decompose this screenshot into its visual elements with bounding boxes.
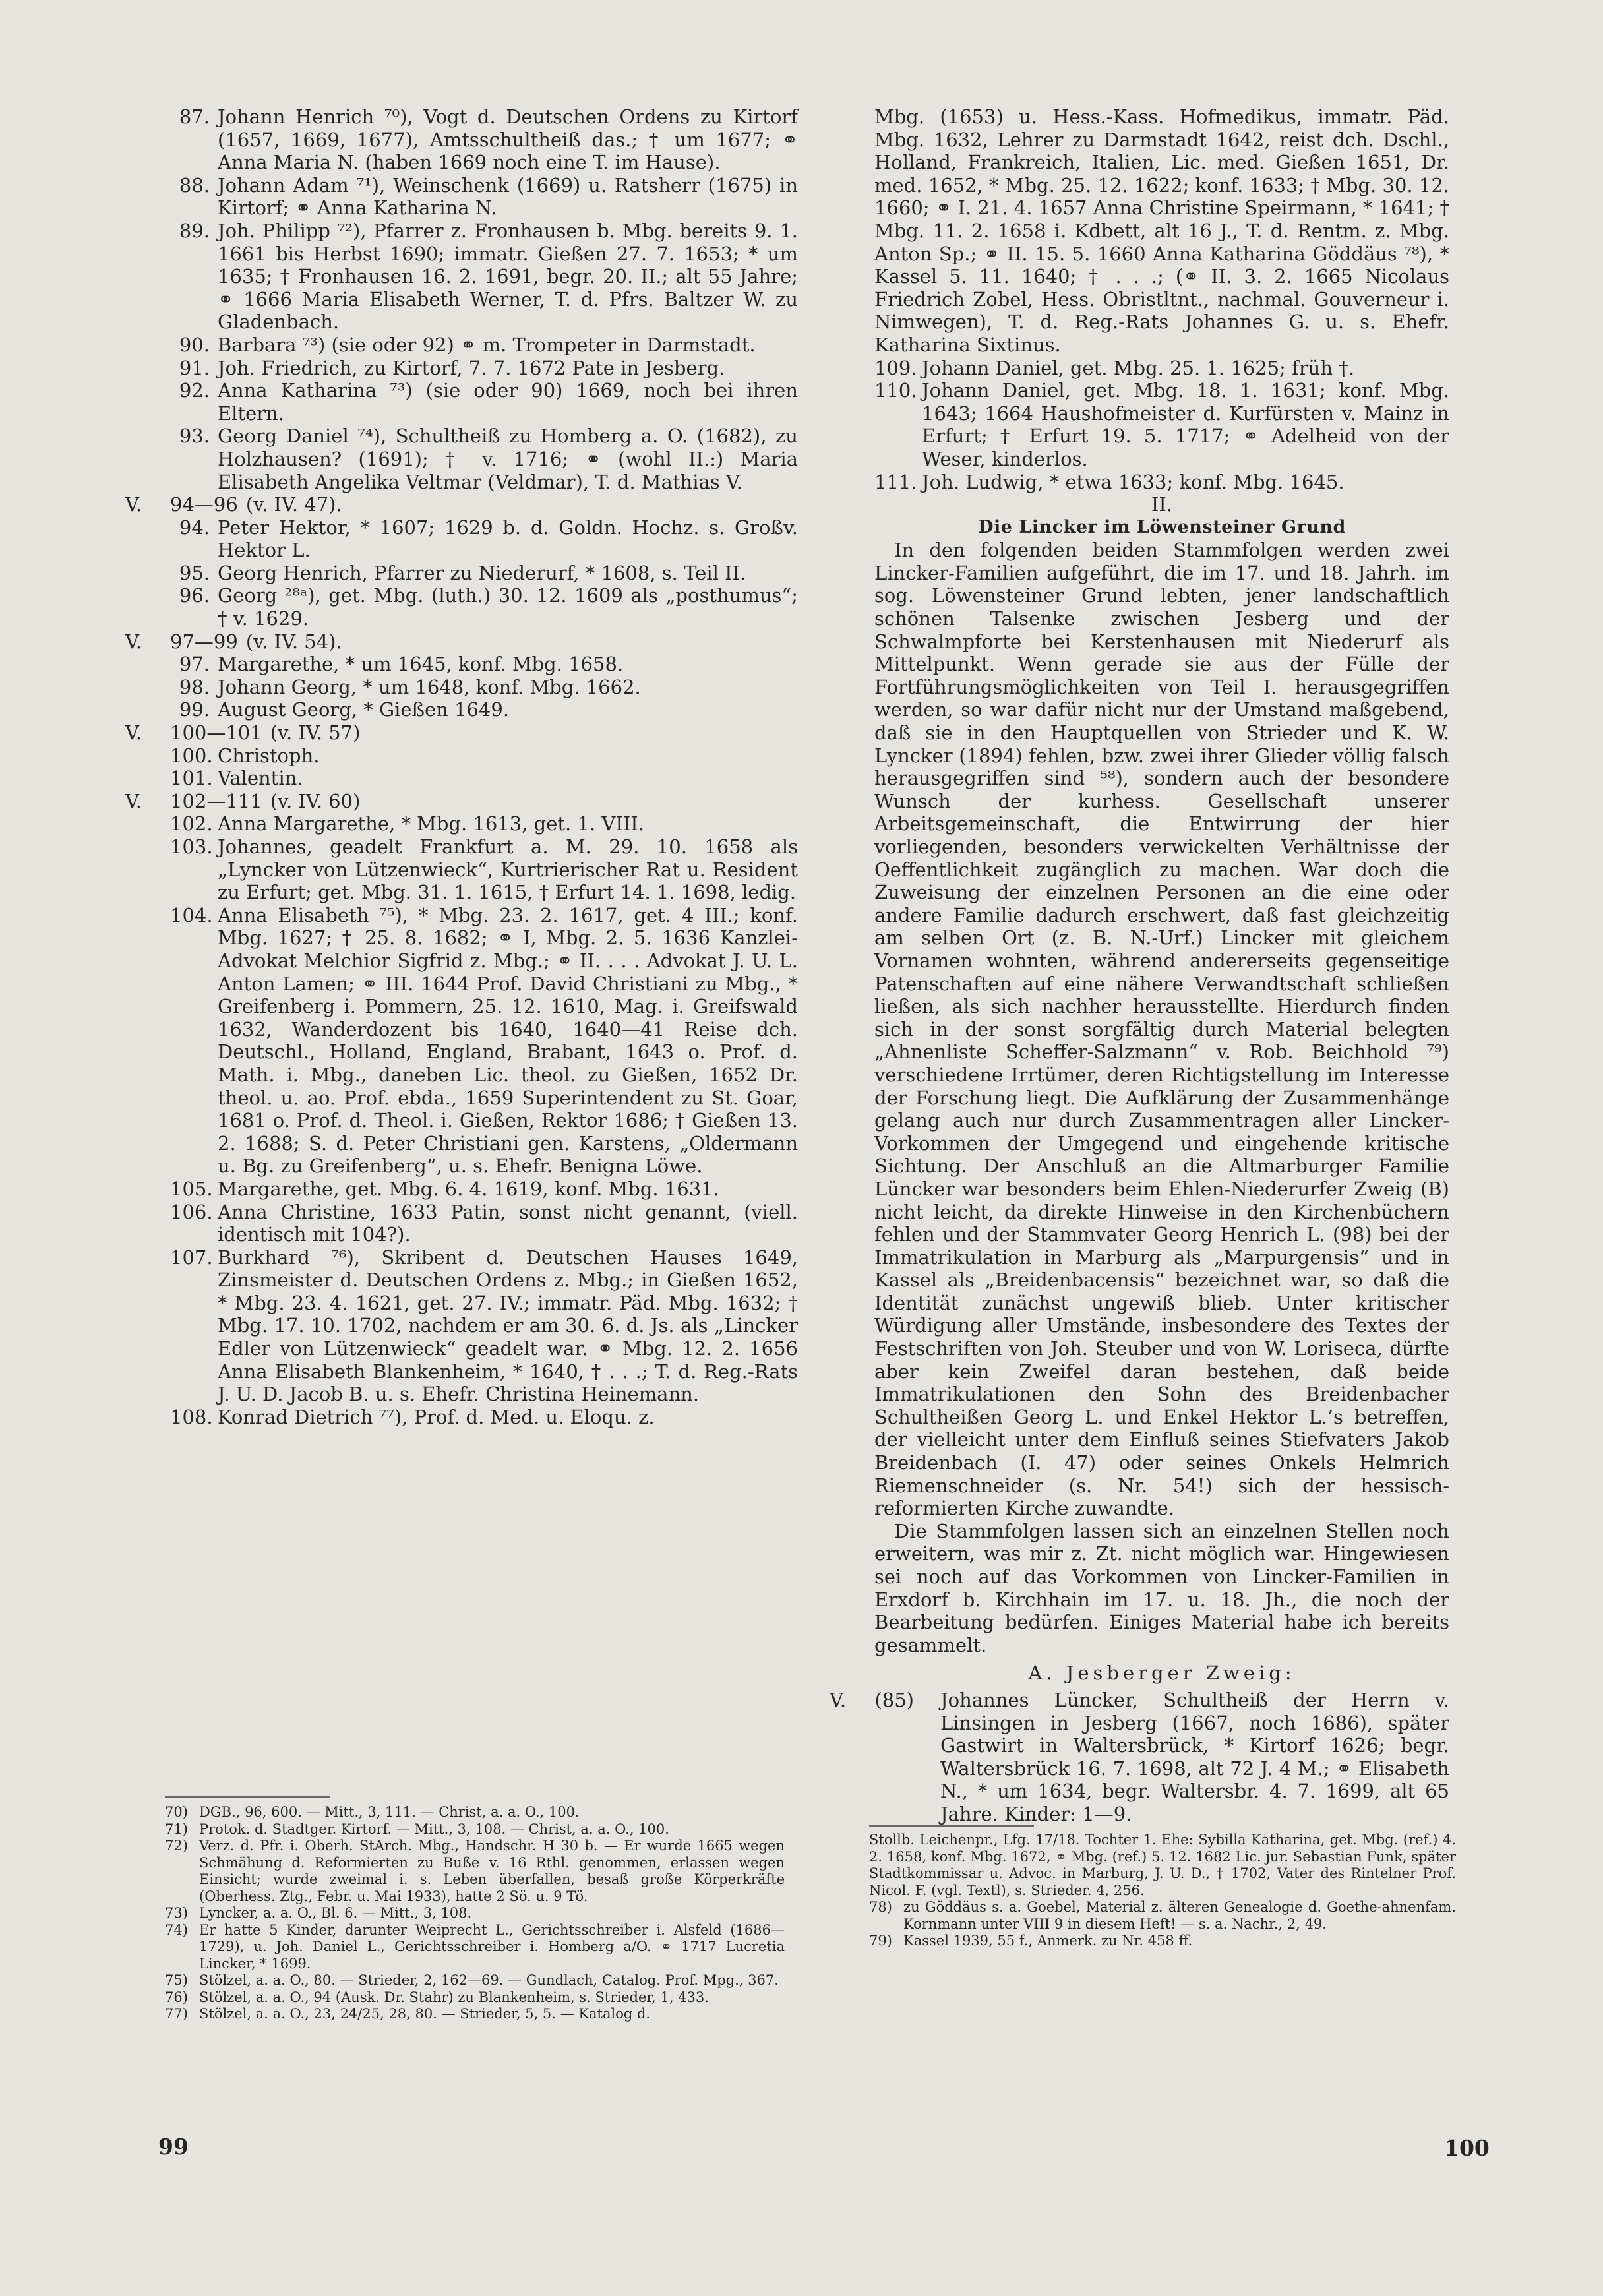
entry-text: (v. IV. 47). (245, 493, 342, 516)
entry-number: 101. (170, 767, 213, 790)
entry-text: Johann Adam ⁷¹), Weinschenk (1669) u. Ratsherr (1675) in Kirtorf; ⚭ Anna Katharina N. (218, 173, 798, 220)
genealogy-entry (170, 1406, 798, 1429)
genealogy-entry (125, 789, 798, 813)
entry-number: 89. (179, 219, 210, 242)
entry-text: Georg Henrich, Pfarrer zu Niederurf, * 1608, s. Teil II. (218, 561, 746, 584)
body-paragraph: Die Stammfolgen lassen sich an einzelnen Stellen noch erweitern, was mir z. Zt. nicht möglich war. Hingewiesen sei noch auf das Vorkommen von Lincker-Familien in Erxdorf b. Kirchhain im 17. u. 18. Jh., die noch der Bearbeitung bedürfen. Einiges Material habe ich bereits gesammelt. (874, 1519, 1449, 1656)
entry-number: 102—111 (170, 789, 262, 812)
entry-text: (v. IV. 60) (270, 789, 361, 812)
entry-number: 104. (170, 903, 213, 926)
footnote (165, 1905, 785, 1922)
entry-text: Anna Christine, 1633 Patin, sonst nicht genannt, (viell. identisch mit 104?). (218, 1200, 798, 1246)
right-entry-list-bottom (830, 1688, 1449, 1826)
footnote (165, 1838, 785, 1905)
footnote-rule-left (165, 1796, 330, 1798)
genealogy-entry (874, 106, 1449, 357)
footnote-text: Er hatte 5 Kinder, darunter Weiprecht L., Gerichtsschreiber i. Alsfeld (1686—1729), u. Joh. Daniel L., Gerichtsschreiber i. Homberg a/O. ⚭ 1717 Lucretia Lincker, * 1699. (199, 1921, 785, 1972)
entry-text: Christoph. (218, 744, 320, 767)
entry-text: Joh. Ludwig, * etwa 1633; konf. Mbg. 1645. (922, 470, 1345, 493)
section-title: Die Lincker im Löwensteiner Grund (978, 516, 1346, 537)
entry-number: 106. (170, 1200, 213, 1223)
genealogy-entry (125, 493, 798, 516)
entry-text: Johann Daniel, get. Mbg. 18. 1. 1631; konf. Mbg. 1643; 1664 Haushofmeister d. Kurfürsten v. Mainz in Erfurt; † Erfurt 19. 5. 1717; ⚭ Adelheid von der Weser, kinderlos. (922, 379, 1449, 470)
entry-number: 97—99 (170, 630, 238, 653)
footnote-text: Lyncker, a. a. O., Bl. 6. — Mitt., 3, 108. (199, 1905, 472, 1921)
entry-number: (85) (874, 1688, 914, 1711)
footnote-number: 75) (165, 1972, 188, 1988)
entry-text: Margarethe, get. Mbg. 6. 4. 1619, konf. Mbg. 1631. (218, 1177, 719, 1200)
entry-number: 91. (179, 356, 210, 379)
footnote-list-right (869, 1899, 1456, 1950)
genealogy-entry (170, 1246, 798, 1406)
body-paragraph: In den folgenden beiden Stammfolgen werden zwei Lincker-Familien aufgeführt, die im 17. und 18. Jahrh. im sog. Löwensteiner Grund lebten, jener landschaftlich schönen Talsenke zwischen Jesberg und der Schwalmpforte bei Kerstenhausen mit Niederurf als Mittelpunkt. Wenn gerade sie aus der Fülle der Fortführungsmöglichkeiten von Teil I. herausgegriffen werden, so war dafür nicht nur der Umstand maßgebend, daß sie in den Hauptquellen von Strieder und K. W. Lyncker (1894) fehlen, bzw. zwei ihrer Glieder völlig falsch herausgegriffen sind ⁵⁸), sondern auch der besondere Wunsch der kurhess. Gesellschaft unserer Arbeitsgemeinschaft, die Entwirrung der hier vorliegenden, besonders verwickelten Verhältnisse der Oeffentlichkeit zugänglich zu machen. War doch die Zuweisung der einzelnen Personen an die eine oder andere Familie dadurch erschwert, daß fast gleichzeitig am selben Ort (z. B. N.-Urf.) Lincker mit gleichem Vornamen wohnten, während andererseits gegenseitige Patenschaften auf eine nähere Verwandtschaft schließen ließen, als sich nachher herausstellte. Hierdurch finden sich in der sonst sorgfältig durch Material belegten „Ahnenliste Scheffer-Salzmann“ v. Rob. Beichhold ⁷⁹) verschiedene Irrtümer, deren Richtigstellung im Interesse der Forschung liegt. Die Aufklärung der Zusammenhänge gelang auch nur durch Zusammentragen aller Lincker-Vorkommen der Umgegend und eingehende kritische Sichtung. Der Anschluß an die Altmarburger Familie Lüncker war besonders beim Ehlen-Niederurfer Zweig (B) nicht leicht, da direkte Hinweise in den Kirchenbüchern fehlen und der Stammvater Georg Henrich L. (98) bei der Immatrikulation in Marburg als „Marpurgensis“ und in Kassel als „Breidenbacensis“ bezeichnet war, so daß die Identität zunächst ungewiß blieb. Unter kritischer Würdigung aller Umstände, insbesondere des Textes der Festschriften von Joh. Steuber und von W. Loriseca, dürfte aber kein Zweifel daran bestehen, daß beide Immatrikulationen den Sohn des Breidenbacher Schultheißen Georg L. und Enkel Hektor L.’s betreffen, der vielleicht unter dem Einfluß seines Stiefvaters Jakob Breidenbach (I. 47) oder seines Onkels Helmrich Riemenschneider (s. Nr. 54!) sich der hessisch-reformierten Kirche zuwandte. (874, 539, 1449, 1520)
genealogy-entry (170, 562, 798, 585)
genealogy-entry (170, 744, 798, 768)
entry-number: 94. (179, 516, 210, 539)
page-number-left: 99 (158, 2134, 189, 2160)
entry-number: 99. (179, 698, 210, 721)
entry-text: Anna Margarethe, * Mbg. 1613, get. 1. VIII. (218, 812, 644, 835)
footnote (165, 1804, 785, 1821)
entry-text: Johann Daniel, get. Mbg. 25. 1. 1625; früh †. (922, 356, 1354, 379)
footnote-number: 77) (165, 2006, 188, 2022)
genealogy-entry (170, 425, 798, 493)
genealogy-entry (170, 357, 798, 380)
generation-mark: V. (125, 789, 142, 812)
footnote-number: 71) (165, 1821, 188, 1837)
right-column (830, 106, 1449, 1826)
genealogy-entry (170, 1178, 798, 1201)
generation-mark: V. (125, 721, 142, 744)
footnote (869, 1899, 1456, 1933)
section-number: II. (1151, 493, 1173, 516)
entry-number: 100—101 (170, 721, 262, 744)
entry-number: 87. (179, 106, 210, 128)
genealogy-entry (170, 653, 798, 676)
genealogy-entry (874, 357, 1449, 380)
footnote-number: 73) (165, 1905, 188, 1921)
entry-text: Burkhard ⁷⁶), Skribent d. Deutschen Hauses 1649, Zinsmeister d. Deutschen Ordens z. Mbg.; in Gießen 1652, * Mbg. 23. 4. 1621, get. 27. IV.; immatr. Päd. Mbg. 1632; † Mbg. 17. 10. 1702, nachdem er am 30. 6. d. Js. als „Lincker Edler von Lützenwieck“ geadelt war. ⚭ Mbg. 12. 2. 1656 Anna Elisabeth Blankenheim, * 1640, † . . .; T. d. Reg.-Rats J. U. D. Jacob B. u. s. Ehefr. Christina Heinemann. (218, 1246, 798, 1406)
genealogy-entry (170, 812, 798, 835)
footnote-text: DGB., 96, 600. — Mitt., 3, 111. — Christ, a. a. O., 100. (199, 1804, 580, 1820)
footnote-text: Stölzel, a. a. O., 80. — Strieder, 2, 162—69. — Gundlach, Catalog. Prof. Mpg., 367. (199, 1972, 779, 1988)
generation-mark: V. (830, 1688, 847, 1711)
entry-number: 93. (179, 425, 210, 448)
entry-number: 97. (179, 653, 210, 676)
footnote (869, 1933, 1456, 1950)
footnote (165, 1922, 785, 1973)
footnote-text: Stölzel, a. a. O., 94 (Ausk. Dr. Stahr) zu Blankenheim, s. Strieder, 1, 433. (199, 1989, 709, 2005)
entry-number: 109. (874, 356, 917, 379)
genealogy-entry (170, 334, 798, 357)
genealogy-entry (170, 220, 798, 334)
footnote-number: 79) (869, 1933, 892, 1949)
footnote-number: 78) (869, 1899, 892, 1915)
footnotes-right (869, 1832, 1456, 1950)
entry-text: Konrad Dietrich ⁷⁷), Prof. d. Med. u. Eloqu. z. (218, 1405, 655, 1428)
entry-number: 100. (170, 744, 213, 767)
generation-mark: V. (125, 493, 142, 516)
entry-text: Margarethe, * um 1645, konf. Mbg. 1658. (218, 653, 624, 676)
entry-text: (v. IV. 57) (270, 721, 361, 744)
footnote (165, 2006, 785, 2023)
genealogy-entry (170, 174, 798, 220)
entry-text: Johannes, geadelt Frankfurt a. M. 29. 10. 1658 als „Lyncker von Lützenwieck“, Kurtrierischer Rat u. Resident zu Erfurt; get. Mbg. 31. 1. 1615, † Erfurt 14. 1. 1698, ledig. (218, 835, 798, 904)
entry-text: Johann Henrich ⁷⁰), Vogt d. Deutschen Ordens zu Kirtorf (1657, 1669, 1677), Amtsschultheiß das.; † um 1677; ⚭ Anna Maria N. (haben 1669 noch eine T. im Hause). (218, 106, 798, 174)
footnote-number: 72) (165, 1838, 188, 1854)
genealogy-entry (830, 1688, 1449, 1826)
left-column (125, 106, 798, 1428)
entry-text: Mbg. (1653) u. Hess.-Kass. Hofmedikus, immatr. Päd. Mbg. 1632, Lehrer zu Darmstadt 1642, reist dch. Dschl., Holland, Frankreich, Italien, Lic. med. Gießen 1651, Dr. med. 1652, * Mbg. 25. 12. 1622; konf. 1633; † Mbg. 30. 12. 1660; ⚭ I. 21. 4. 1657 Anna Christine Speirmann, * 1641; † Mbg. 11. 2. 1658 i. Kdbett, alt 16 J., T. d. Rentm. z. Mbg. Anton Sp.; ⚭ II. 15. 5. 1660 Anna Katharina Göddäus ⁷⁸), * Kassel 5. 11. 1640; † . . .; (⚭ II. 3. 2. 1665 Nicolaus Friedrich Zobel, Hess. Obristltnt., nachmal. Gouverneur i. Nimwegen), T. d. Reg.-Rats Johannes G. u. s. Ehefr. Katharina Sixtinus. (874, 106, 1449, 356)
footnote-number: 70) (165, 1804, 188, 1820)
body-text (874, 539, 1449, 1656)
genealogy-entry (170, 676, 798, 699)
genealogy-entry (170, 835, 798, 904)
footnote-text: Stölzel, a. a. O., 23, 24/25, 28, 80. — Strieder, 5, 5. — Katalog d. (199, 2006, 651, 2022)
genealogy-entry (170, 698, 798, 721)
footnote-rule-right (869, 1825, 1034, 1827)
right-entry-list (874, 106, 1449, 493)
footnotes-left (165, 1804, 785, 2023)
entry-text: Georg Daniel ⁷⁴), Schultheiß zu Homberg a. O. (1682), zu Holzhausen? (1691); † v. 1716; ⚭ (wohl II.:) Maria Elisabeth Angelika Veltmar (Veldmar), T. d. Mathias V. (218, 425, 798, 493)
entry-text: Barbara ⁷³) (sie oder 92) ⚭ m. Trompeter in Darmstadt. (218, 333, 756, 356)
entry-number: 96. (179, 584, 210, 607)
footnote (165, 1972, 785, 1989)
entry-text: Georg ²⁸ᵃ), get. Mbg. (luth.) 30. 12. 1609 als „posthumus“; † v. 1629. (218, 584, 798, 630)
generation-mark: V. (125, 630, 142, 653)
genealogy-entry (170, 1201, 798, 1246)
genealogy-entry (170, 584, 798, 630)
footnote (165, 1821, 785, 1838)
entry-number: 95. (179, 561, 210, 584)
left-entry-list (125, 106, 798, 1428)
footnote-text: Verz. d. Pfr. i. Oberh. StArch. Mbg., Handschr. H 30 b. — Er wurde 1665 wegen Schmähung d. Reformierten zu Buße v. 16 Rthl. genommen, erlassen wegen Einsicht; wurde zweimal i. s. Leben überfallen, besaß große Körperkräfte (Oberhess. Ztg., Febr. u. Mai 1933), hatte 2 Sö. u. 9 Tö. (199, 1838, 785, 1904)
footnote-number: 74) (165, 1921, 188, 1938)
entry-text: Anna Katharina ⁷³) (sie oder 90) 1669, noch bei ihren Eltern. (218, 379, 798, 425)
entry-number: 105. (170, 1177, 213, 1200)
entry-text: Johann Georg, * um 1648, konf. Mbg. 1662. (218, 675, 641, 698)
genealogy-entry (170, 904, 798, 1178)
entry-number: 92. (179, 379, 210, 402)
page-number-right: 100 (1444, 2135, 1490, 2161)
footnote-text: zu Göddäus s. a. Goebel, Material z. älteren Genealogie d. Goethe-ahnenfam. Kornmann unter VIII 9 in diesem Heft! — s. a. Nachr., 2, 49. (903, 1899, 1456, 1932)
entry-text: Peter Hektor, * 1607; 1629 b. d. Goldn. Hochz. s. Großv. Hektor L. (218, 516, 798, 562)
entry-number: 107. (170, 1246, 213, 1269)
entry-number: 98. (179, 675, 210, 698)
entry-text: Anna Elisabeth ⁷⁵), * Mbg. 23. 2. 1617, get. 4 III.; konf. Mbg. 1627; † 25. 8. 1682; ⚭ I, Mbg. 2. 5. 1636 Kanzlei-Advokat Melchior Sigfrid z. Mbg.; ⚭ II. . . . Advokat J. U. L. Anton Lamen; ⚭ III. 1644 Prof. David Christiani zu Mbg., * Greifenberg i. Pommern, 25. 12. 1610, Mag. i. Greifswald 1632, Wanderdozent bis 1640, 1640—41 Reise dch. Deutschl., Holland, England, Brabant, 1643 o. Prof. d. Math. i. Mbg., daneben Lic. theol. zu Gießen, 1652 Dr. theol. u. ao. Prof. ebda., 1659 Superintendent zu St. Goar, 1681 o. Prof. d. Theol. i. Gießen, Rektor 1686; † Gießen 13. 2. 1688; S. d. Peter Christiani gen. Karstens, „Oldermann u. Bg. zu Greifenberg“, u. s. Ehefr. Benigna Löwe. (218, 903, 798, 1178)
entry-text: Joh. Philipp ⁷²), Pfarrer z. Fronhausen b. Mbg. bereits 9. 1. 1661 bis Herbst 1690; immatr. Gießen 27. 7. 1653; * um 1635; † Fronhausen 16. 2. 1691, begr. 20. II.; alt 55 Jahre; ⚭ 1666 Maria Elisabeth Werner, T. d. Pfrs. Baltzer W. zu Gladenbach. (218, 219, 798, 334)
genealogy-entry (874, 379, 1449, 470)
entry-number: 110. (874, 379, 917, 402)
footnote (165, 1989, 785, 2007)
entry-number: 102. (170, 812, 213, 835)
footnote-text: Protok. d. Stadtger. Kirtorf. — Mitt., 3, 108. — Christ, a. a. O., 100. (199, 1821, 669, 1837)
footnote-number: 76) (165, 1989, 188, 2005)
genealogy-entry (170, 106, 798, 174)
entry-number: 90. (179, 333, 210, 356)
entry-text: August Georg, * Gießen 1649. (218, 698, 510, 721)
genealogy-entry (125, 721, 798, 744)
entry-text: (v. IV. 54). (245, 630, 342, 653)
entry-number: 111. (874, 470, 917, 493)
entry-number: 94—96 (170, 493, 238, 516)
entry-text: Joh. Friedrich, zu Kirtorf, 7. 7. 1672 Pate in Jesberg. (218, 356, 725, 379)
entry-number: 88. (179, 173, 210, 196)
genealogy-entry (170, 767, 798, 790)
genealogy-entry (125, 630, 798, 653)
genealogy-entry (874, 471, 1449, 494)
entry-number: 108. (170, 1405, 213, 1428)
footnote-continuation: Stollb. Leichenpr., Lfg. 17/18. Tochter 1. Ehe: Sybilla Katharina, get. Mbg. (ref.) 4. 2. 1658, konf. Mbg. 1672, ⚭ Mbg. (ref.) 5. 12. 1682 Lic. jur. Sebastian Funk, später Stadtkommissar u. Advoc. in Marburg, J. U. D., † 1702, Vater des Rintelner Prof. Nicol. F. (vgl. Textl), s. Strieder. 4, 256. (869, 1832, 1456, 1898)
footnote-text: Kassel 1939, 55 f., Anmerk. zu Nr. 458 ff. (903, 1933, 1193, 1949)
subsection-heading: A. Jesberger Zweig: (1028, 1662, 1296, 1685)
entry-text: Johannes Lüncker, Schultheiß der Herrn v. Linsingen in Jesberg (1667, noch 1686), später Gastwirt in Waltersbrück, * Kirtorf 1626; begr. Waltersbrück 16. 7. 1698, alt 72 J. 4 M.; ⚭ Elisabeth N., * um 1634, begr. Waltersbr. 4. 7. 1699, alt 65 Jahre. Kinder: 1—9. (940, 1688, 1449, 1825)
genealogy-entry (170, 379, 798, 425)
entry-text: Valentin. (218, 767, 303, 790)
genealogy-entry (170, 516, 798, 562)
entry-number: 103. (170, 835, 213, 858)
